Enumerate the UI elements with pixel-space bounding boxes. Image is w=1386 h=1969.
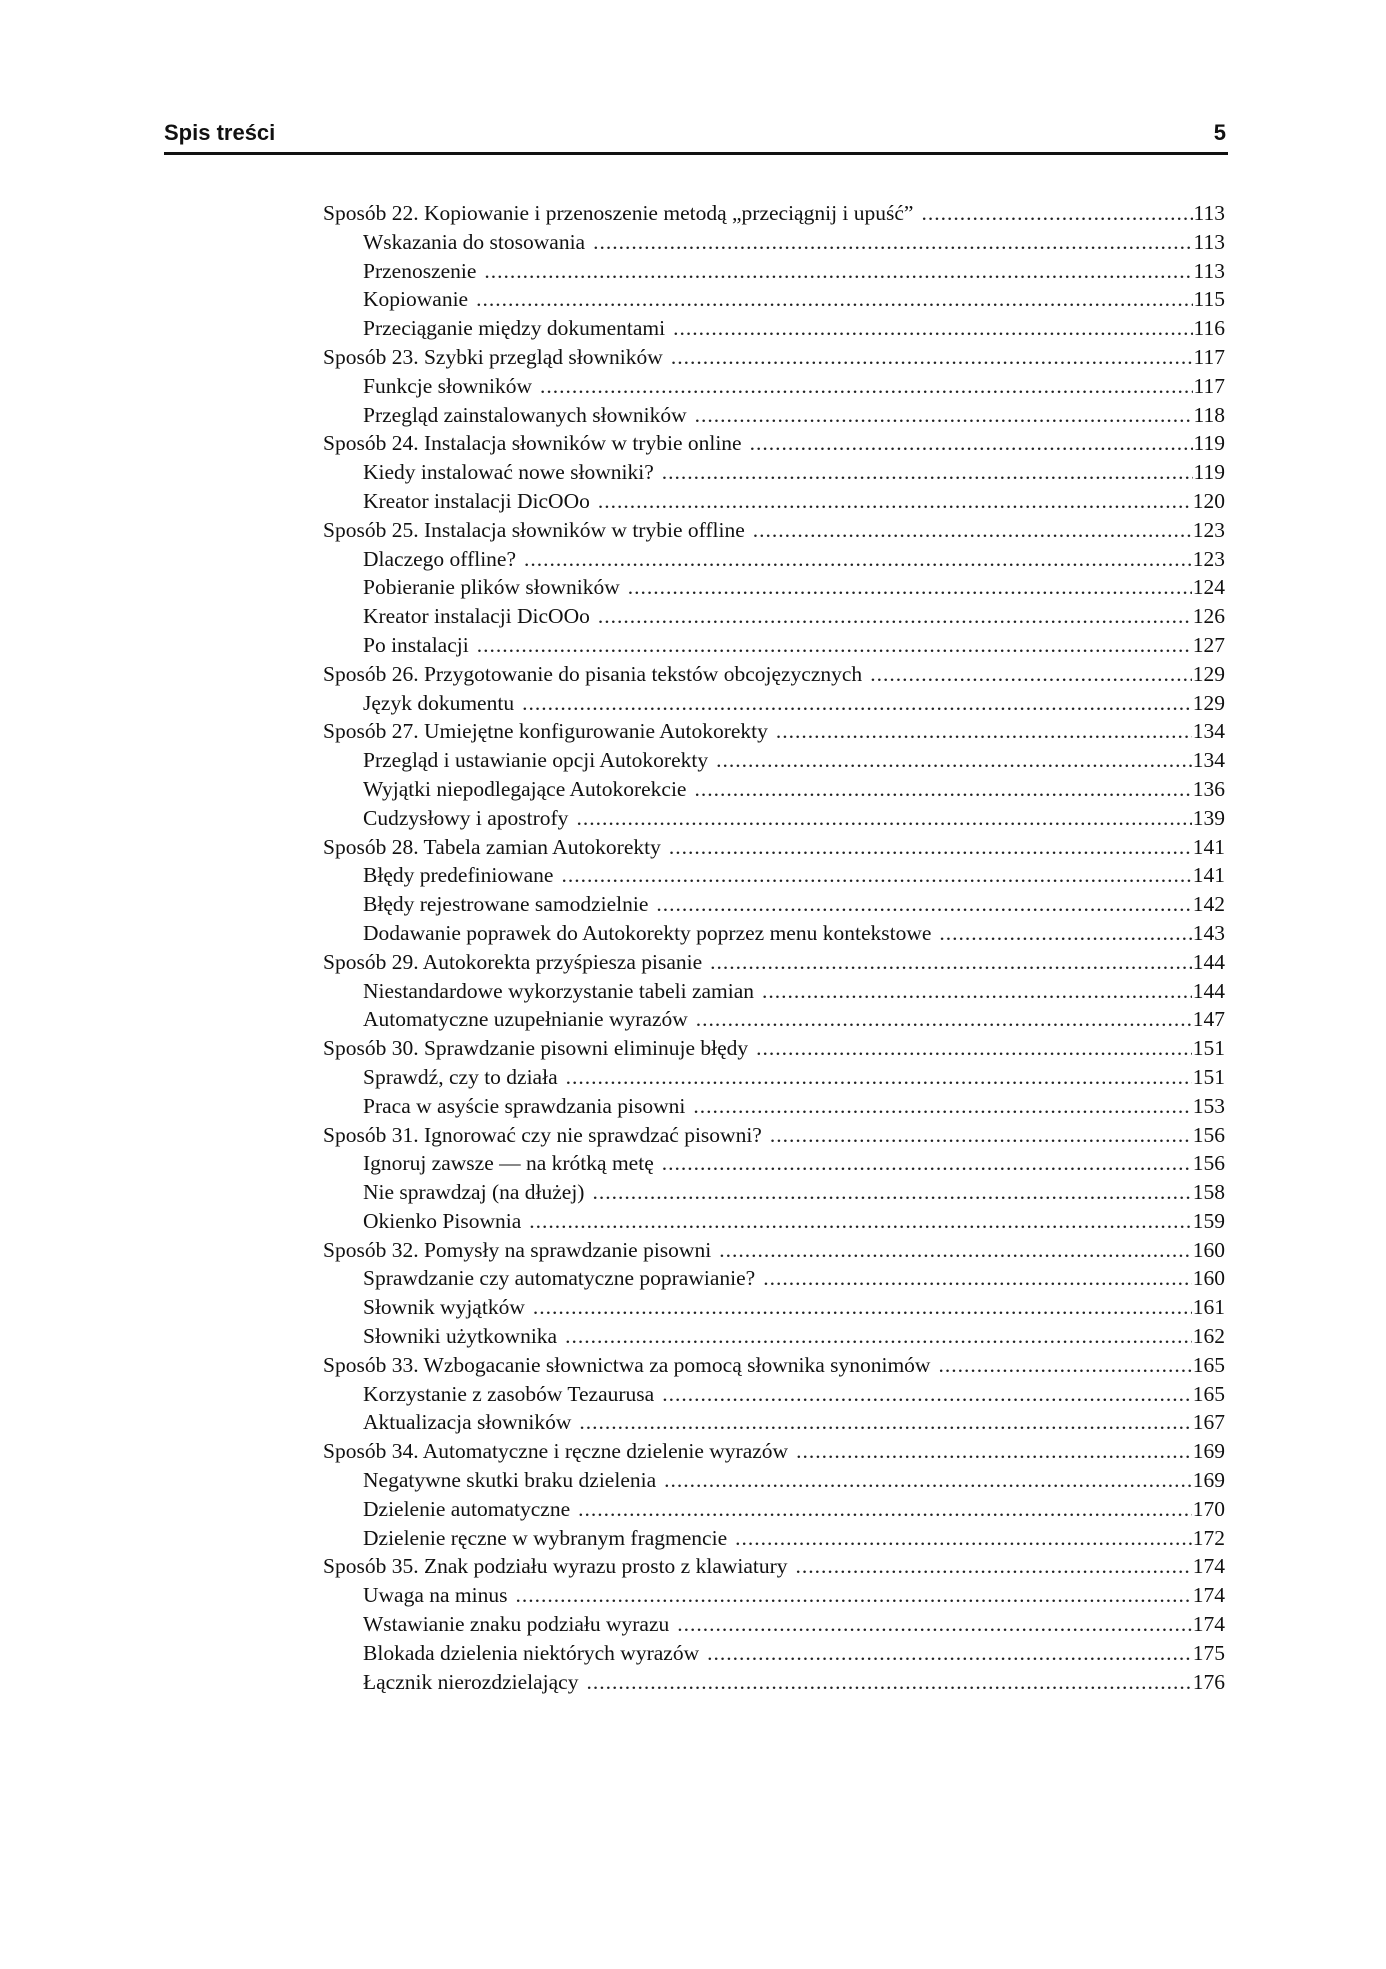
toc-entry-page-number: 153: [1192, 1093, 1225, 1118]
toc-section-entry: [323, 1293, 1225, 1322]
toc-entry-page-number: 175: [1192, 1640, 1225, 1665]
toc-section-entry: [323, 285, 1225, 314]
toc-entry-title: Dlaczego offline?: [363, 546, 517, 571]
toc-section-entry: [323, 545, 1225, 574]
toc-section-entry: [323, 257, 1225, 286]
toc-entry-title: Przegląd zainstalowanych słowników: [363, 402, 687, 427]
dot-leader: [565, 1322, 1192, 1351]
toc-section-entry: [323, 1207, 1225, 1236]
toc-entry-page-number: 165: [1192, 1381, 1225, 1406]
dot-leader: [669, 833, 1192, 862]
toc-entry-title: Wskazania do stosowania: [363, 229, 586, 254]
dot-leader: [533, 1293, 1192, 1322]
toc-entry-title: Nie sprawdzaj (na dłużej): [363, 1180, 585, 1205]
toc-entry-title: Słownik wyjątków: [363, 1295, 525, 1320]
toc-entry-page-number: 174: [1192, 1612, 1225, 1637]
toc-section-entry: [323, 372, 1225, 401]
header-title: Spis treści: [164, 120, 276, 145]
dot-leader: [593, 228, 1192, 257]
dot-leader: [529, 1207, 1191, 1236]
toc-entry-title: Łącznik nierozdzielający: [363, 1669, 579, 1694]
toc-section-entry: [323, 919, 1225, 948]
dot-leader: [662, 1380, 1192, 1409]
dot-leader: [628, 573, 1192, 602]
toc-entry-page-number: 170: [1192, 1496, 1225, 1521]
toc-entry-page-number: 136: [1192, 776, 1225, 801]
toc-entry-page-number: 158: [1192, 1180, 1225, 1205]
toc-section-entry: [323, 401, 1225, 430]
toc-section-entry: [323, 1380, 1225, 1409]
toc-entry-title: Sposób 31. Ignorować czy nie sprawdzać pisowni?: [323, 1122, 762, 1147]
dot-leader: [770, 1121, 1192, 1150]
dot-leader: [664, 1466, 1192, 1495]
toc-entry-page-number: 169: [1192, 1468, 1225, 1493]
dot-leader: [796, 1552, 1192, 1581]
toc-chapter-entry: [323, 1437, 1225, 1466]
dot-leader: [710, 948, 1192, 977]
toc-section-entry: [323, 1524, 1225, 1553]
toc-entry-page-number: 123: [1192, 546, 1225, 571]
toc-entry-title: Pobieranie plików słowników: [363, 575, 620, 600]
toc-chapter-entry: [323, 343, 1225, 372]
dot-leader: [796, 1437, 1192, 1466]
toc-entry-title: Wyjątki niepodlegające Autokorekcie: [363, 776, 687, 801]
toc-entry-page-number: 176: [1192, 1669, 1225, 1694]
toc-entry-title: Sposób 30. Sprawdzanie pisowni eliminuje błędy: [323, 1036, 749, 1061]
dot-leader: [695, 401, 1193, 430]
toc-entry-title: Sposób 26. Przygotowanie do pisania tekstów obcojęzycznych: [323, 661, 863, 686]
dot-leader: [756, 1034, 1192, 1063]
toc-entry-page-number: 123: [1192, 517, 1225, 542]
toc-chapter-entry: [323, 833, 1225, 862]
toc-section-entry: [323, 1063, 1225, 1092]
dot-leader: [716, 746, 1192, 775]
toc-entry-title: Ignoruj zawsze — na krótką metę: [363, 1151, 654, 1176]
toc-entry-title: Kreator instalacji DicOOo: [363, 488, 590, 513]
toc-section-entry: [323, 1408, 1225, 1437]
dot-leader: [870, 660, 1192, 689]
toc-entry-page-number: 113: [1193, 258, 1225, 283]
toc-entry-page-number: 174: [1192, 1554, 1225, 1579]
toc-entry-page-number: 129: [1192, 690, 1225, 715]
toc-entry-page-number: 162: [1192, 1324, 1225, 1349]
toc-section-entry: [323, 746, 1225, 775]
toc-entry-page-number: 144: [1192, 949, 1225, 974]
toc-entry-title: Kiedy instalować nowe słowniki?: [363, 460, 654, 485]
toc-entry-title: Dodawanie poprawek do Autokorekty poprzez menu kontekstowe: [363, 920, 932, 945]
toc-section-entry: [323, 1092, 1225, 1121]
dot-leader: [693, 1092, 1191, 1121]
toc-entry-title: Sposób 23. Szybki przegląd słowników: [323, 344, 663, 369]
toc-entry-page-number: 142: [1192, 892, 1225, 917]
toc-entry-title: Sposób 33. Wzbogacanie słownictwa za pomocą słownika synonimów: [323, 1352, 931, 1377]
dot-leader: [522, 689, 1192, 718]
dot-leader: [696, 1005, 1192, 1034]
toc-entry-title: Aktualizacja słowników: [363, 1410, 572, 1435]
toc-entry-page-number: 167: [1192, 1410, 1225, 1435]
toc-entry-page-number: 118: [1193, 402, 1225, 427]
toc-section-entry: [323, 1610, 1225, 1639]
toc-entry-page-number: 156: [1192, 1151, 1225, 1176]
toc-entry-title: Błędy rejestrowane samodzielnie: [363, 892, 649, 917]
toc-section-entry: [323, 1264, 1225, 1293]
toc-chapter-entry: [323, 1121, 1225, 1150]
dot-leader: [938, 1351, 1191, 1380]
toc-entry-title: Sposób 28. Tabela zamian Autokorekty: [323, 834, 661, 859]
toc-section-entry: [323, 861, 1225, 890]
dot-leader: [694, 775, 1191, 804]
toc-section-entry: [323, 1639, 1225, 1668]
toc-entry-page-number: 172: [1192, 1525, 1225, 1550]
toc-section-entry: [323, 977, 1225, 1006]
toc-entry-title: Sprawdź, czy to działa: [363, 1064, 558, 1089]
toc-entry-page-number: 115: [1193, 287, 1225, 312]
toc-entry-title: Automatyczne uzupełnianie wyrazów: [363, 1007, 688, 1032]
toc-section-entry: [323, 573, 1225, 602]
toc-entry-page-number: 124: [1192, 575, 1225, 600]
dot-leader: [484, 257, 1192, 286]
toc-entry-page-number: 151: [1192, 1036, 1225, 1061]
table-of-contents: [323, 199, 1225, 1696]
toc-section-entry: [323, 228, 1225, 257]
toc-entry-title: Kopiowanie: [363, 287, 469, 312]
dot-leader: [598, 602, 1192, 631]
toc-section-entry: [323, 1322, 1225, 1351]
toc-entry-page-number: 113: [1193, 229, 1225, 254]
toc-chapter-entry: [323, 660, 1225, 689]
toc-entry-page-number: 117: [1193, 373, 1225, 398]
dot-leader: [566, 1063, 1192, 1092]
toc-entry-title: Język dokumentu: [363, 690, 515, 715]
toc-chapter-entry: [323, 1034, 1225, 1063]
dot-leader: [516, 1581, 1192, 1610]
toc-section-entry: [323, 1178, 1225, 1207]
dot-leader: [662, 1149, 1192, 1178]
toc-entry-page-number: 165: [1192, 1352, 1225, 1377]
dot-leader: [762, 977, 1192, 1006]
dot-leader: [753, 516, 1192, 545]
toc-chapter-entry: [323, 1552, 1225, 1581]
dot-leader: [586, 1668, 1191, 1697]
toc-entry-page-number: 143: [1192, 920, 1225, 945]
toc-entry-page-number: 141: [1192, 834, 1225, 859]
dot-leader: [578, 1495, 1192, 1524]
toc-entry-page-number: 119: [1193, 431, 1225, 456]
toc-section-entry: [323, 1668, 1225, 1697]
dot-leader: [707, 1639, 1192, 1668]
toc-section-entry: [323, 804, 1225, 833]
dot-leader: [662, 458, 1193, 487]
toc-entry-title: Sposób 24. Instalacja słowników w trybie online: [323, 431, 742, 456]
dot-leader: [776, 717, 1192, 746]
toc-entry-title: Błędy predefiniowane: [363, 863, 554, 888]
toc-entry-page-number: 141: [1192, 863, 1225, 888]
dot-leader: [921, 199, 1192, 228]
toc-entry-title: Sposób 25. Instalacja słowników w trybie offline: [323, 517, 745, 542]
toc-entry-title: Cudzysłowy i apostrofy: [363, 805, 569, 830]
toc-section-entry: [323, 890, 1225, 919]
toc-entry-title: Uwaga na minus: [363, 1583, 508, 1608]
toc-entry-page-number: 127: [1192, 632, 1225, 657]
toc-entry-page-number: 169: [1192, 1439, 1225, 1464]
toc-entry-title: Sposób 27. Umiejętne konfigurowanie Autokorekty: [323, 719, 768, 744]
toc-entry-title: Funkcje słowników: [363, 373, 533, 398]
toc-section-entry: [323, 487, 1225, 516]
dot-leader: [561, 861, 1191, 890]
toc-entry-page-number: 161: [1192, 1295, 1225, 1320]
dot-leader: [598, 487, 1192, 516]
toc-entry-page-number: 144: [1192, 978, 1225, 1003]
toc-entry-title: Sposób 35. Znak podziału wyrazu prosto z klawiatury: [323, 1554, 788, 1579]
dot-leader: [656, 890, 1191, 919]
dot-leader: [579, 1408, 1191, 1437]
toc-entry-title: Sprawdzanie czy automatyczne poprawianie?: [363, 1266, 756, 1291]
toc-entry-page-number: 119: [1193, 460, 1225, 485]
toc-section-entry: [323, 775, 1225, 804]
toc-entry-page-number: 117: [1193, 344, 1225, 369]
toc-entry-title: Negatywne skutki braku dzielenia: [363, 1468, 657, 1493]
toc-entry-title: Blokada dzielenia niektórych wyrazów: [363, 1640, 700, 1665]
toc-entry-page-number: 174: [1192, 1583, 1225, 1608]
toc-section-entry: [323, 1149, 1225, 1178]
toc-entry-page-number: 129: [1192, 661, 1225, 686]
dot-leader: [540, 372, 1193, 401]
toc-entry-page-number: 159: [1192, 1208, 1225, 1233]
header-page-number: 5: [1213, 120, 1226, 145]
toc-section-entry: [323, 314, 1225, 343]
toc-chapter-entry: [323, 429, 1225, 458]
toc-entry-title: Dzielenie automatyczne: [363, 1496, 571, 1521]
toc-section-entry: [323, 1005, 1225, 1034]
toc-entry-page-number: 147: [1192, 1007, 1225, 1032]
toc-chapter-entry: [323, 948, 1225, 977]
toc-entry-title: Przegląd i ustawianie opcji Autokorekty: [363, 748, 709, 773]
toc-entry-page-number: 120: [1192, 488, 1225, 513]
toc-entry-title: Sposób 34. Automatyczne i ręczne dzielenie wyrazów: [323, 1439, 789, 1464]
toc-entry-title: Sposób 29. Autokorekta przyśpiesza pisanie: [323, 949, 703, 974]
toc-entry-page-number: 116: [1193, 316, 1225, 341]
toc-section-entry: [323, 1495, 1225, 1524]
toc-entry-title: Wstawianie znaku podziału wyrazu: [363, 1612, 670, 1637]
toc-chapter-entry: [323, 717, 1225, 746]
dot-leader: [763, 1264, 1192, 1293]
toc-section-entry: [323, 458, 1225, 487]
toc-entry-title: Przeciąganie między dokumentami: [363, 316, 666, 341]
toc-entry-page-number: 139: [1192, 805, 1225, 830]
dot-leader: [576, 804, 1191, 833]
dot-leader: [524, 545, 1192, 574]
dot-leader: [673, 314, 1192, 343]
toc-entry-title: Niestandardowe wykorzystanie tabeli zamian: [363, 978, 755, 1003]
running-header: [164, 116, 1228, 155]
toc-entry-page-number: 160: [1192, 1266, 1225, 1291]
toc-section-entry: [323, 631, 1225, 660]
toc-entry-title: Sposób 22. Kopiowanie i przenoszenie metodą „przeciągnij i upuść”: [323, 201, 914, 225]
toc-entry-title: Korzystanie z zasobów Tezaurusa: [363, 1381, 655, 1406]
toc-section-entry: [323, 1466, 1225, 1495]
dot-leader: [677, 1610, 1192, 1639]
dot-leader: [939, 919, 1191, 948]
toc-entry-title: Dzielenie ręczne w wybranym fragmencie: [363, 1525, 728, 1550]
toc-entry-title: Sposób 32. Pomysły na sprawdzanie pisowni: [323, 1237, 712, 1262]
toc-section-entry: [323, 689, 1225, 718]
dot-leader: [735, 1524, 1192, 1553]
toc-entry-title: Słowniki użytkownika: [363, 1324, 558, 1349]
toc-entry-page-number: 113: [1193, 201, 1225, 225]
toc-entry-title: Okienko Pisownia: [363, 1208, 522, 1233]
toc-entry-title: Przenoszenie: [363, 258, 477, 283]
toc-entry-title: Po instalacji: [363, 632, 469, 657]
toc-entry-page-number: 160: [1192, 1237, 1225, 1262]
toc-chapter-entry: [323, 1236, 1225, 1265]
toc-entry-page-number: 151: [1192, 1064, 1225, 1089]
toc-entry-page-number: 134: [1192, 748, 1225, 773]
dot-leader: [476, 285, 1192, 314]
toc-entry-page-number: 126: [1192, 604, 1225, 629]
toc-entry-page-number: 156: [1192, 1122, 1225, 1147]
toc-chapter-entry: [323, 1351, 1225, 1380]
toc-entry-page-number: 134: [1192, 719, 1225, 744]
toc-entry-title: Praca w asyście sprawdzania pisowni: [363, 1093, 686, 1118]
dot-leader: [477, 631, 1192, 660]
dot-leader: [592, 1178, 1191, 1207]
dot-leader: [719, 1236, 1192, 1265]
dot-leader: [671, 343, 1193, 372]
toc-chapter-entry: [323, 199, 1225, 228]
toc-chapter-entry: [323, 516, 1225, 545]
toc-section-entry: [323, 1581, 1225, 1610]
dot-leader: [750, 429, 1193, 458]
toc-entry-title: Kreator instalacji DicOOo: [363, 604, 590, 629]
toc-section-entry: [323, 602, 1225, 631]
